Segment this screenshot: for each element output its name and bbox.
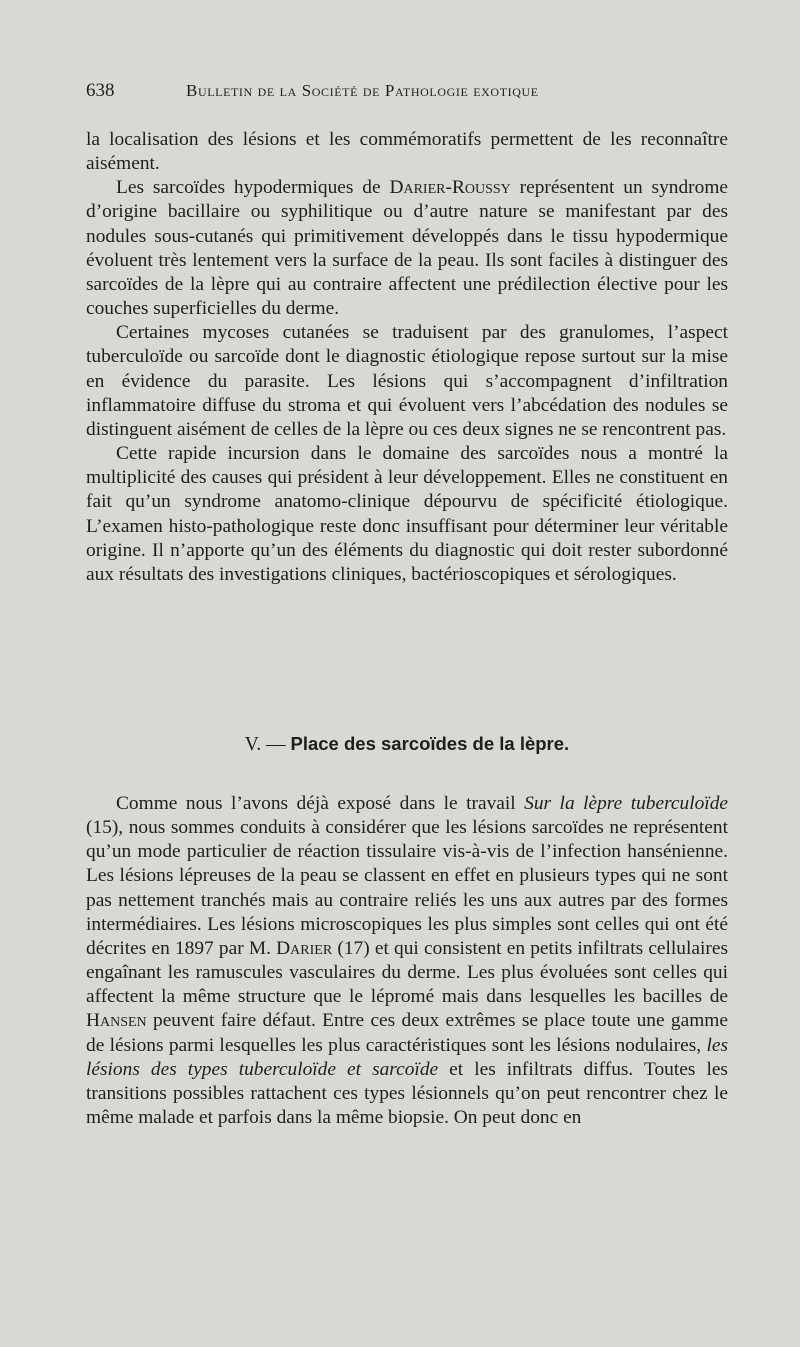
running-head bbox=[86, 80, 726, 106]
author-name: Darier bbox=[276, 937, 333, 959]
author-name: Hansen bbox=[86, 1010, 147, 1032]
text-run: (17) et qui consistent en petits infiltrats cellulaires engaînant les ramuscules vasculaires du derme. Les plus évoluées sont celles qui affectent la même structure que le lépromé mais dans lesquelles les bacilles de bbox=[86, 937, 728, 1008]
text-run: (15), nous sommes conduits à considérer que les lésions sarcoïdes ne représentent qu’un mode particulier de réaction tissulaire vis-à-vis de l’infection hansénienne. Les lésions lépreuses de la peau se classent en effet en plusieurs types qui ne sont pas nettement tranchés mais au contraire reliés les uns aux autres par des formes intermédiaires. Les lésions microscopiques les plus simples sont celles qui ont été décrites en 1897 par M. bbox=[86, 817, 728, 959]
text-run: et les infiltrats diffus. Toutes les transitions possibles rattachent ces types lésionnels qu’on peut rencontrer chez le même malade et parfois dans la même biopsie. On peut donc en bbox=[86, 1058, 728, 1129]
paragraph-p5 bbox=[86, 792, 728, 1130]
section-title: Place des sarcoïdes de la lèpre. bbox=[290, 733, 570, 754]
italic-text: Sur la lèpre tuberculoïde bbox=[524, 793, 728, 814]
text-run: la localisation des lésions et les commémoratifs permettent de les reconnaître aisément. bbox=[86, 129, 728, 175]
paragraph-p4 bbox=[86, 442, 728, 587]
text-run: Cette rapide incursion dans le domaine des sarcoïdes nous a montré la multiplicité des causes qui président à leur développement. Elles ne constituent en fait qu’un syndrome anatomo-clinique dépourvu de spécificité étiologique. L’examen histo-pathologique reste donc insuffisant pour déterminer leur véritable origine. Il n’apporte qu’un des éléments du diagnostic qui doit rester subordonné aux résultats des investigations cliniques, bactérioscopiques et sérologiques. bbox=[86, 443, 728, 585]
paragraph-p1 bbox=[86, 128, 728, 176]
page-number: 638 bbox=[86, 80, 115, 101]
text-run: Certaines mycoses cutanées se traduisent par des granulomes, l’aspect tuberculoïde ou sarcoïde dont le diagnostic étiologique repose surtout sur la mise en évidence du parasite. Les lésions qui s’accompagnent d’infiltration inflammatoire diffuse du stroma et qui évoluent vers l’abcédation des nodules se distinguent aisément de celles de la lèpre ou ces deux signes ne se rencontrent pas. bbox=[86, 322, 728, 440]
text-run: Comme nous l’avons déjà exposé dans le travail bbox=[116, 793, 525, 814]
paragraph-p2 bbox=[86, 176, 728, 321]
text-run: Les sarcoïdes hypodermiques de bbox=[116, 177, 390, 199]
journal-title: Bulletin de la Société de Pathologie exotique bbox=[186, 81, 539, 100]
author-name: Darier-Roussy bbox=[389, 177, 511, 199]
italic-text: les lésions des types tuberculoïde et sarcoïde bbox=[86, 1034, 728, 1080]
section-number: V. — bbox=[244, 734, 286, 755]
section-heading bbox=[86, 733, 728, 756]
text-run: peuvent faire défaut. Entre ces deux extrêmes se place toute une gamme de lésions parmi lesquelles les plus caractéristiques sont les lésions nodulaires, bbox=[86, 1010, 728, 1056]
body-text-before-heading bbox=[86, 128, 728, 587]
text-run: représentent un syndrome d’origine bacillaire ou syphilitique ou d’autre nature se manifestant par des nodules sous-cutanés qui primitivement développés dans le tissu hypodermique évoluent très lentement vers la surface de la peau. Ils sont faciles à distinguer des sarcoïdes de la lèpre qui au contraire affectent une prédilection élective pour les couches superficielles du derme. bbox=[86, 177, 729, 320]
paragraph-p3 bbox=[86, 321, 728, 442]
body-text-after-heading bbox=[86, 792, 728, 1130]
